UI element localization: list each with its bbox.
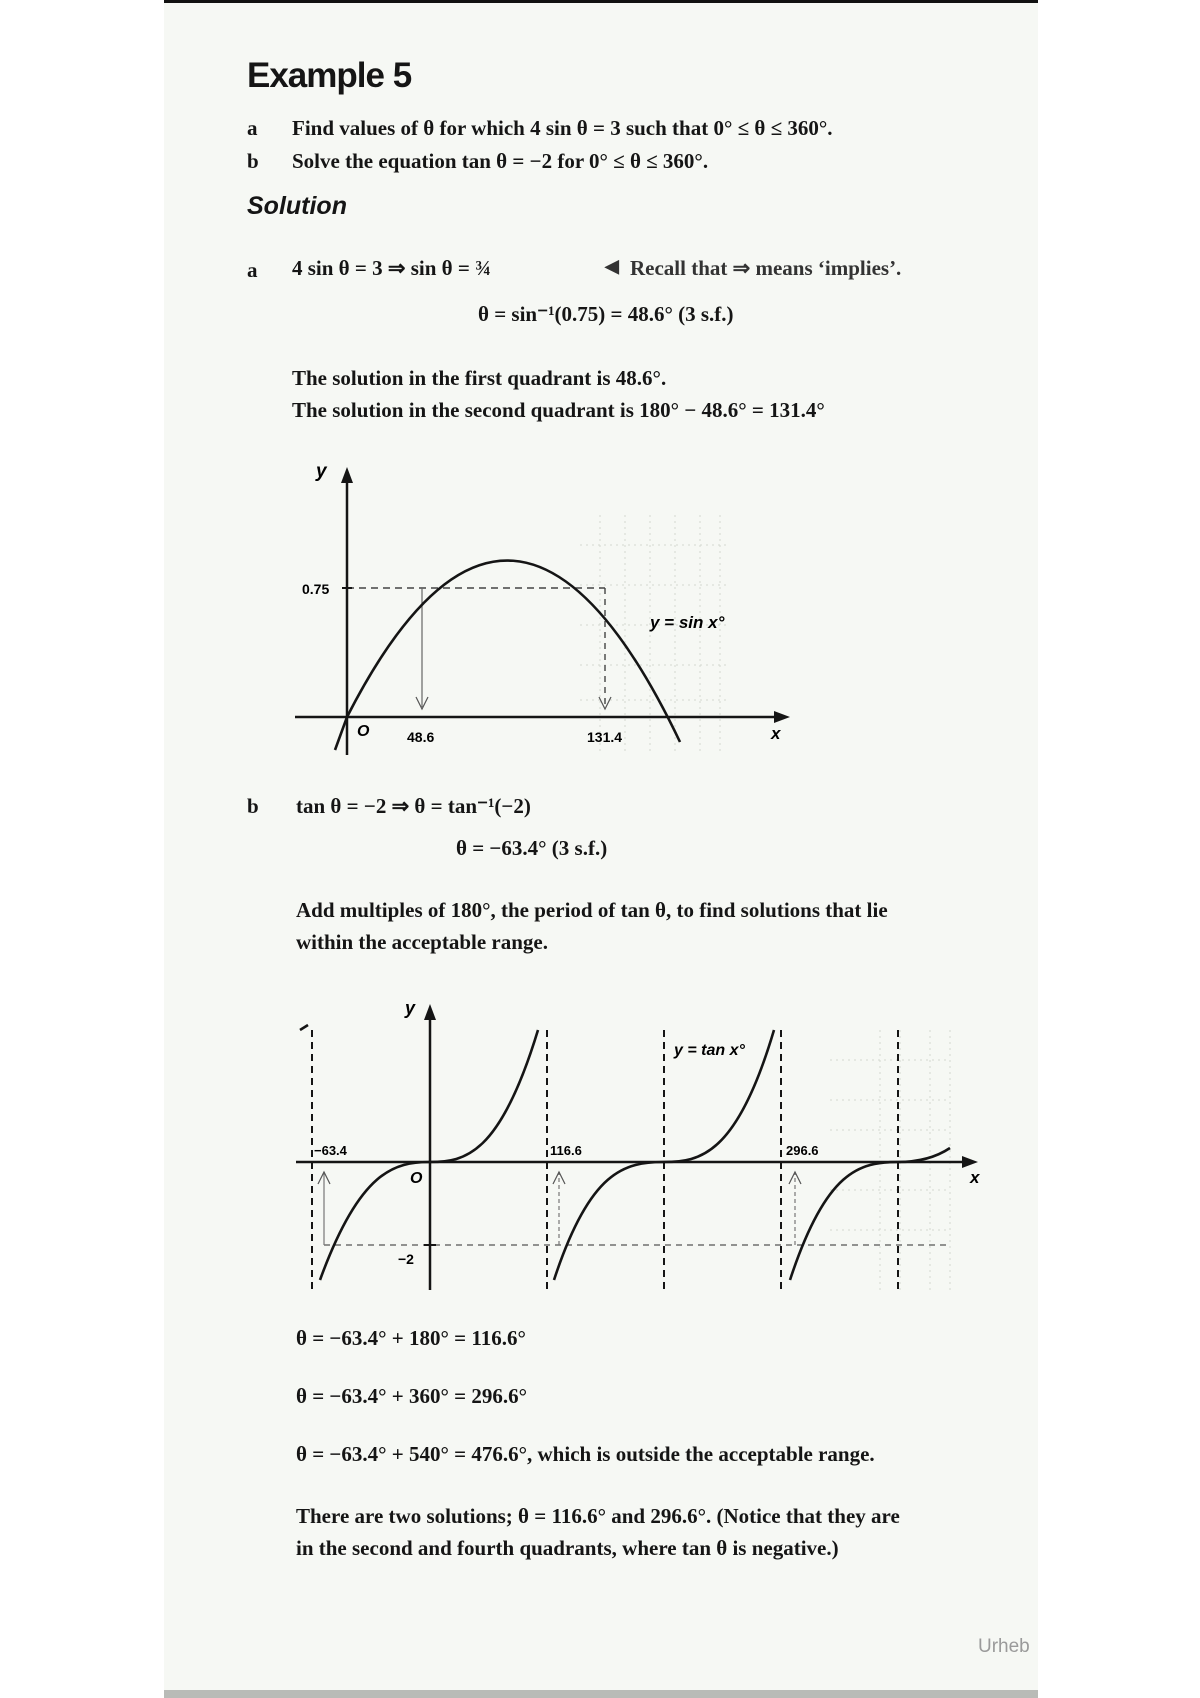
x-tick-116-6: 116.6: [550, 1143, 582, 1158]
y-axis-label: y: [405, 998, 416, 1018]
x-axis-arrow-icon: [962, 1156, 978, 1168]
y-axis-label: y: [316, 461, 327, 482]
question-a-text: Find values of θ for which 4 sin θ = 3 such that 0° ≤ θ ≤ 360°.: [292, 116, 833, 140]
sine-graph: [280, 455, 800, 765]
tan-branch-3: [790, 1148, 950, 1280]
x-tick-48-6: 48.6: [407, 729, 435, 745]
tan-curve-label: y = tan x°: [674, 1042, 745, 1059]
origin-label: O: [357, 723, 370, 740]
origin-label: O: [410, 1170, 423, 1187]
x-tick-minus-63-4: −63.4: [314, 1143, 347, 1158]
second-quadrant-line: The solution in the second quadrant is 180° − 48.6° = 131.4°: [292, 398, 825, 422]
example-title: Example 5: [247, 56, 412, 95]
period-paragraph-line-2: within the acceptable range.: [296, 930, 548, 954]
question-b-text: Solve the equation tan θ = −2 for 0° ≤ θ ≤ 360°.: [292, 149, 709, 173]
conclusion-line-2: in the second and fourth quadrants, where tan θ is negative.): [296, 1536, 839, 1560]
question-a-label: a: [247, 116, 258, 140]
note-arrow-icon: ◀: [605, 256, 619, 276]
conclusion-line-1: There are two solutions; θ = 116.6° and 296.6°. (Notice that they are: [296, 1504, 900, 1528]
question-b-label: b: [247, 149, 259, 173]
part-a-equation-2: θ = sin⁻¹(0.75) = 48.6° (3 s.f.): [478, 302, 734, 326]
sine-curve-label: y = sin x°: [650, 613, 725, 632]
calc-line-3: θ = −63.4° + 540° = 476.6°, which is outside the acceptable range.: [296, 1442, 875, 1466]
x-tick-296-6: 296.6: [786, 1143, 819, 1158]
x-axis-arrow-icon: [774, 711, 790, 723]
tan-branch-left-top: [300, 1025, 308, 1030]
part-b-equation-1: tan θ = −2 ⇒ θ = tan⁻¹(−2): [296, 794, 531, 818]
part-a-equation-1: 4 sin θ = 3 ⇒ sin θ = ¾: [292, 256, 491, 280]
x-tick-131-4: 131.4: [587, 729, 623, 745]
calc-line-2: θ = −63.4° + 360° = 296.6°: [296, 1384, 528, 1408]
period-paragraph-line-1: Add multiples of 180°, the period of tan θ, to find solutions that lie: [296, 898, 888, 922]
x-axis-label: x: [970, 1168, 980, 1187]
part-b-label: b: [247, 794, 259, 818]
watermark: Urheb: [978, 1636, 1030, 1657]
y-axis-arrow-icon: [341, 467, 353, 483]
part-b-equation-2: θ = −63.4° (3 s.f.): [456, 836, 608, 860]
sine-curve: [335, 561, 680, 750]
first-quadrant-line: The solution in the first quadrant is 48.6°.: [292, 366, 667, 390]
y-tick-075: 0.75: [302, 581, 330, 597]
grid-lines: [580, 515, 730, 755]
x-axis-label: x: [771, 724, 781, 743]
solution-heading: Solution: [247, 192, 347, 220]
bottom-scrollbar[interactable]: [164, 1690, 1038, 1698]
y-tick-minus-2: −2: [398, 1251, 414, 1267]
tangent-graph: [290, 990, 990, 1295]
part-a-label: a: [247, 258, 258, 282]
calc-line-1: θ = −63.4° + 180° = 116.6°: [296, 1326, 526, 1350]
y-axis-arrow-icon: [424, 1004, 436, 1020]
recall-note: Recall that ⇒ means ‘implies’.: [630, 256, 902, 280]
grid-lines: [830, 1030, 950, 1290]
